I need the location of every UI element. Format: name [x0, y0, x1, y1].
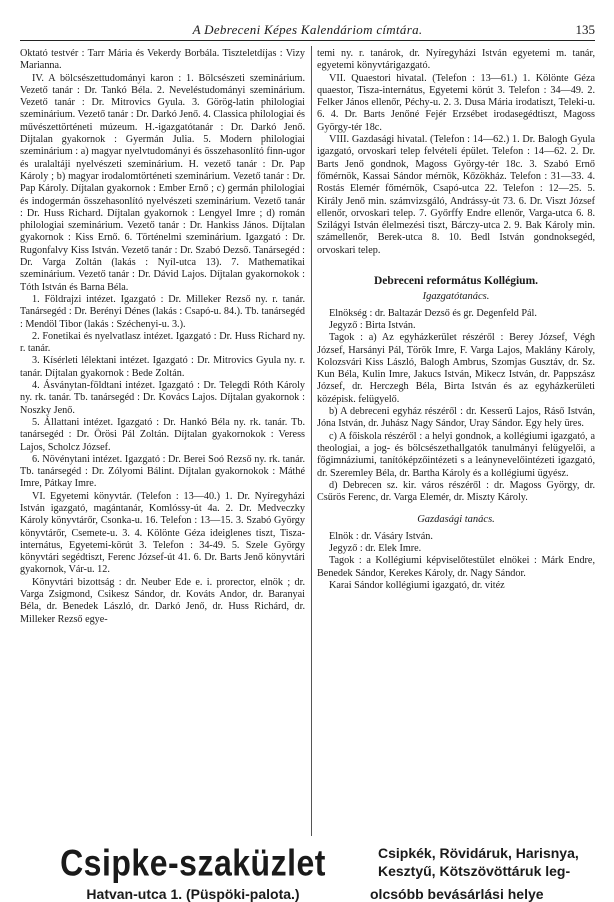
college-subtitle: Igazgatótanács. — [422, 291, 490, 303]
page-number: 135 — [575, 22, 595, 37]
paragraph: temi ny. r. tanárok, dr. Nyíregyházi István egyetemi m. tanár, egyetemi könyvtárigazgató. — [317, 48, 595, 72]
left-column — [20, 48, 305, 626]
advertisement — [18, 842, 598, 902]
ad-headline: Csipke-szaküzlet — [60, 842, 326, 884]
right-column — [317, 48, 595, 592]
paragraph: Jegyző : Birta István. — [329, 319, 416, 331]
paragraph: Jegyző : dr. Elek Imre. — [329, 542, 422, 554]
running-title: A Debreceni Képes Kalendáriom címtára. — [192, 22, 423, 37]
paragraph: Elnök : dr. Vásáry István. — [329, 530, 433, 542]
paragraph: 1. Földrajzi intézet. Igazgató : Dr. Milleker Rezső ny. r. tanár. Tanársegéd : Dr. Berényi Dénes (lakás : Csapó-u. 84.). Tb. tanársegéd : Mendöl Tibor (lakás : Széchenyi-u. 3.). — [20, 293, 305, 330]
paragraph: 4. Ásványtan-földtani intézet. Igazgató : Dr. Telegdi Róth Károly ny. rk. tanár. Tb. tanársegéd : Dr. Kovács Lajos. Díjtalan gyakornok : Noszky Jenő. — [20, 380, 305, 416]
paragraph: 6. Növénytani intézet. Igazgató : Dr. Berei Soó Rezső ny. rk. tanár. Tb. tanársegéd : Dr. Zólyomi Bálint. Díjtalan gyakornokok : Máthé Imre, Pátkay Imre. — [20, 453, 305, 490]
paragraph: d) Debrecen sz. kir. város részéről : dr. Magoss György, dr. Csűrös Ferenc, dr. Varga Elemér, dr. Miszty Károly. — [317, 479, 595, 504]
paragraph: 3. Kísérleti lélektani intézet. Igazgató : Dr. Mitrovics Gyula ny. r. tanár. Díjtalan gyakornok : Bede Zoltán. — [20, 355, 305, 379]
page-header — [20, 22, 595, 46]
college-title: Debreceni református Kollégium. — [373, 275, 539, 288]
header-rule — [20, 40, 595, 41]
paragraph: b) A debreceni egyház részéről : dr. Kesserű Lajos, Ráső István, Jóna István, dr. Juhász Nagy Sándor, Uray Sándor. Egy hely üres. — [317, 406, 595, 430]
paragraph: IV. A bölcsészettudományi karon : 1. Bölcsészeti szeminárium. Vezető tanár : Dr. Tankó Béla. 2. Neveléstudományi szeminárium. Vezető tanár : Dr. Mitrovics Gyula. 3. Görög-latin philologiai szeminárium. Vezető tanár : Dr. Darkó Jenő. 4. Classica philologiai és művészettörténeti múzeum. H.-igazgatótanár : Dr. Darkó Jenő. Dijtalan gyakornok : Gyermán Julia. 5. Modern philologiai szeminárium : a) magyar nyelvtudományi és összehasonlító finn-ugor és uralaltáji nyelvészeti szeminárium. H. vezető tanár : Dr. Pap Károly ; b) magyar irodalomtörténeti szeminárium. Vezető tanár : Dr. Pap Károly. Díjtalan gyakornok : Ember Ernő ; c) germán philologiai és indogermán összehasonlító nyelvészeti szeminárium. Vezető tanár : Dr. Huss Richard. Díjtalan gyakornok : Lengyel Imre ; d) román philologiai szeminárium. Vezető tanár : Dr. Hankiss János. Díjtalan gyakornok : Kiss Ernő. 6. Történelmi szeminárium. Igazgató : Dr. Rugonfalvy Kiss István. Vezető tanár : Dr. Szabó Dezső. Tanársegéd : Dr. Varga Zoltán (lakás : Nyíl-utca 13). 7. Mathematikai szeminárium. Vezető tanár : Dr. Dávid Lajos. Díjtalan gyakornokok : Tóth István és Barna Béla. — [20, 72, 305, 293]
paragraph: Oktató testvér : Tarr Mária és Vekerdy Borbála. Tiszteletdíjas : Vizy Marianna. — [20, 48, 305, 72]
ad-line-1: Csipkék, Rövidáruk, Harisnya, — [378, 845, 579, 861]
ad-line-3: olcsóbb bevásárlási helye — [370, 886, 544, 902]
ad-line-2: Kesztyű, Kötszövöttáruk leg- — [378, 863, 571, 879]
paragraph: Tagok : a Kollégiumi képviselőtestület elnökei : Márk Endre, Benedek Sándor, Kerekes Károly, dr. Nagy Sándor. — [317, 555, 595, 579]
column-divider — [311, 46, 312, 836]
economic-council-subtitle: Gazdasági tanács. — [417, 514, 495, 526]
ad-address: Hatvan-utca 1. (Püspöki-palota.) — [86, 886, 300, 902]
paragraph: Elnökség : dr. Baltazár Dezső és gr. Degenfeld Pál. — [329, 307, 537, 319]
paragraph: 5. Állattani intézet. Igazgató : Dr. Hankó Béla ny. rk. tanár. Tb. tanársegéd : Dr. Örösi Pál Zoltán. Díjtalan gyakornokok : Veress Lajos, Scholcz József. — [20, 416, 305, 453]
paragraph: 2. Fonetikai és nyelvatlasz intézet. Igazgató : Dr. Huss Richard ny. r. tanár. — [20, 330, 305, 355]
paragraph: Könyvtári bizottság : dr. Neuber Ede e. i. prorector, elnök ; dr. Varga Zsigmond, Csikesz Sándor, dr. Kováts Andor, dr. Baranyai Béla, dr. Benedek László, dr. Darkó Jenő, dr. Huss Richárd, dr. Milleker Rezső egye- — [20, 576, 305, 625]
paragraph: VI. Egyetemi könyvtár. (Telefon : 13—40.) 1. Dr. Nyíregyházi István igazgató, magántanár, Komlóssy-út 4a. 2. Dr. Medveczky Károly könyvtárőr, Csonka-u. 16. Telefon : 13—15. 3. Szabó György könyvtárőr, Csemete-u. 3. 4. Kölönte Géza ideiglenes tiszt, Tisza-internátus, Egyetemi-körút 3. Telefon : 34-49. 5. Szele György könyvtári segédtiszt, Ferenc József-út 41. 6. Dr. Barts Jenő könyvtári gyakornok, Vár-u. 12. — [20, 490, 305, 576]
paragraph: Karai Sándor kollégiumi igazgató, dr. vitéz — [329, 579, 505, 591]
paragraph: c) A főiskola részéről : a helyi gondnok, a kollégiumi igazgató, a theologiai, a jog- és bölcsészethallgatók tanulmányi felügyelői, a főgimnáziumi, tanítóképzőintézeti s a leánynevelőintézeti igazgató, dr. Szeremley Béla, dr. Bartha Károly és a kollégiumi ügyész. — [317, 430, 595, 479]
paragraph: VII. Quaestori hivatal. (Telefon : 13—61.) 1. Kölönte Géza quaestor, Tisza-internátus, Egyetemi körút 3. Telefon : 34—49. 2. Felker János ellenőr, Péchy-u. 2. 3. Dusa Mária irodatiszt, Teleki-u. 6. 4. Dr. Barts Jenőné Fejér Erzsébet irodasegédtiszt, Magoss György-tér 18c. — [317, 72, 595, 133]
paragraph: Tagok : a) Az egyházkerület részéről : Berey József, Végh József, Harsányi Pál, Török Imre, F. Varga Lajos, Maklány Károly, Kolozsvári Kiss László, Balogh Ambrus, Szomjas Gusztáv, dr. Sz. Kun Béla, Kulin Imre, Jakucs István, Mikecz István, dr. Pappszász József, dr. Herczegh Béla, Birta István és az egyházkerületi középisk. felügyelő. — [317, 332, 595, 405]
paragraph: VIII. Gazdasági hivatal. (Telefon : 14—62.) 1. Dr. Balogh Gyula igazgató, orvoskari telep felvételi épület. Telefon : 14—62. 2. Dr. Barts Jenő gondnok, Magoss György-tér 18c. 3. Szabó Ernő főmérnök, Kassai Sándor mérnök, Kőzökház. Telefon : 31—33. 4. Rostás Elemér főmérnök, Csapó-utca 22. Telefon : 12—25. 5. Király Jenő min. számvizsgáló, Andrássy-út 73. 6. Dr. Viszt József ellenőr, orvoskari telep. 7. Győrffy Endre ellenőr, Varga-utca 6. 8. Szilágyi István élelmezési tiszt, Bárczy-utca 2. 9. Bak Károly min. számellenőr, Berek-utca 8. 10. Bedl István gondnoksegéd, orvoskari telep. — [317, 134, 595, 256]
